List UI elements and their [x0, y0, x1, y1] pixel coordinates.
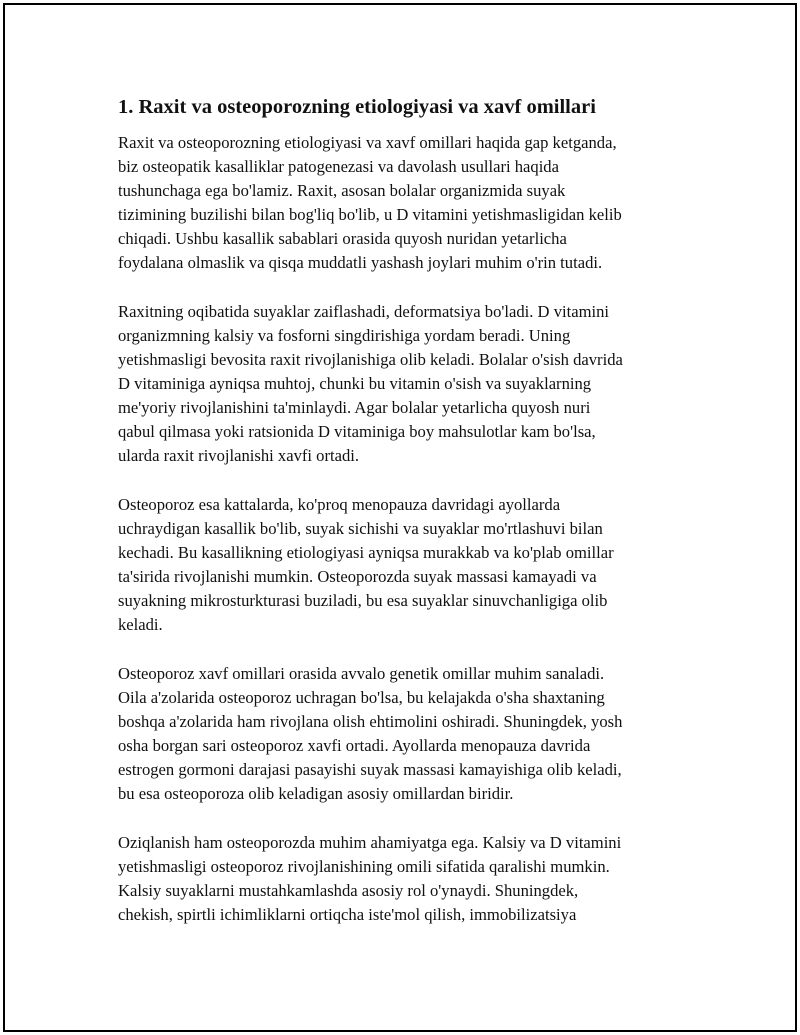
text-line: ta'sirida rivojlanishi mumkin. Osteoporozda suyak massasi kamayadi va [118, 567, 597, 586]
paragraph-1 [118, 131, 688, 275]
paragraph-4 [118, 662, 688, 806]
text-line: biz osteopatik kasalliklar patogenezasi va davolash usullari haqida [118, 157, 559, 176]
text-line: Oziqlanish ham osteoporozda muhim ahamiyatga ega. Kalsiy va D vitamini [118, 833, 622, 852]
text-line: keladi. [118, 615, 163, 634]
text-line: qabul qilmasa yoki ratsionida D vitaminiga boy mahsulotlar kam bo'lsa, [118, 422, 596, 441]
text-line: bu esa osteoporoza olib keladigan asosiy omillardan biridir. [118, 784, 514, 803]
text-line: Osteoporoz esa kattalarda, ko'proq menopauza davridagi ayollarda [118, 495, 561, 514]
text-line: suyakning mikrosturkturasi buziladi, bu esa suyaklar sinuvchanligiga olib [118, 591, 608, 610]
text-line: Osteoporoz xavf omillari orasida avvalo genetik omillar muhim sanaladi. [118, 664, 605, 683]
text-line: Oila a'zolarida osteoporoz uchragan bo'lsa, bu kelajakda o'sha shaxtaning [118, 688, 605, 707]
text-line: D vitaminiga ayniqsa muhtoj, chunki bu vitamin o'sish va suyaklarning [118, 374, 592, 393]
text-line: Raxit va osteoporozning etiologiyasi va xavf omillari haqida gap ketganda, [118, 133, 617, 152]
text-line: Kalsiy suyaklarni mustahkamlashda asosiy rol o'ynaydi. Shuningdek, [118, 881, 579, 900]
section-heading: 1. Raxit va osteoporozning etiologiyasi va xavf omillari [118, 96, 596, 118]
text-line: boshqa a'zolarida ham rivojlana olish ehtimolini oshiradi. Shuningdek, yosh [118, 712, 623, 731]
text-line: estrogen gormoni darajasi pasayishi suyak massasi kamayishiga olib keladi, [118, 760, 622, 779]
text-line: kechadi. Bu kasallikning etiologiyasi ayniqsa murakkab va ko'plab omillar [118, 543, 614, 562]
paragraph-2 [118, 300, 688, 468]
text-line: ularda raxit rivojlanishi xavfi ortadi. [118, 446, 359, 465]
text-line: yetishmasligi osteoporoz rivojlanishining omili sifatida qaralishi mumkin. [118, 857, 610, 876]
text-line: tizimining buzilishi bilan bog'liq bo'lib, u D vitamini yetishmasligidan kelib [118, 205, 622, 224]
text-line: organizmning kalsiy va fosforni singdirishiga yordam beradi. Uning [118, 326, 571, 345]
text-line: uchraydigan kasallik bo'lib, suyak sichishi va suyaklar mo'rtlashuvi bilan [118, 519, 603, 538]
paragraph-3 [118, 493, 688, 637]
text-line: tushunchaga ega bo'lamiz. Raxit, asosan bolalar organizmida suyak [118, 181, 566, 200]
text-line: Raxitning oqibatida suyaklar zaiflashadi, deformatsiya bo'ladi. D vitamini [118, 302, 609, 321]
paragraph-5 [118, 831, 688, 927]
text-line: foydalana olmaslik va qisqa muddatli yashash joylari muhim o'rin tutadi. [118, 253, 603, 272]
text-line: me'yoriy rivojlanishini ta'minlaydi. Agar bolalar yetarlicha quyosh nuri [118, 398, 591, 417]
document-body [118, 94, 688, 952]
text-line: chekish, spirtli ichimliklarni ortiqcha iste'mol qilish, immobilizatsiya [118, 905, 577, 924]
text-line: chiqadi. Ushbu kasallik sabablari orasida quyosh nuridan yetarlicha [118, 229, 567, 248]
text-line: yetishmasligi bevosita raxit rivojlanishiga olib keladi. Bolalar o'sish davrida [118, 350, 623, 369]
text-line: osha borgan sari osteoporoz xavfi ortadi. Ayollarda menopauza davrida [118, 736, 591, 755]
